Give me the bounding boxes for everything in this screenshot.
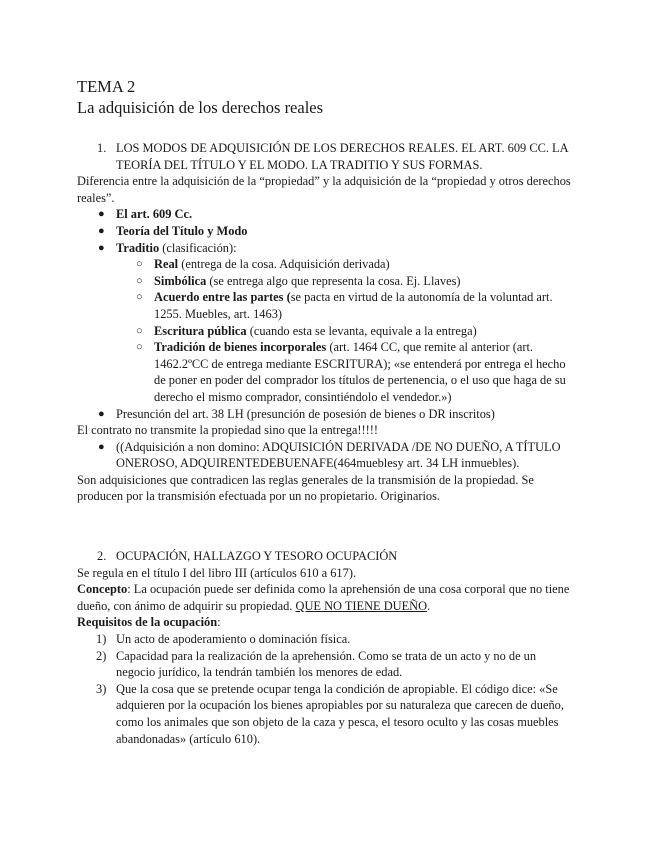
- bullet-circle-icon: ○: [136, 341, 143, 354]
- requisito-text: Un acto de apoderamiento o dominación física.: [116, 631, 351, 646]
- subbullet-real-rest: (entrega de la cosa. Adquisición derivada): [178, 257, 390, 272]
- tema-title: TEMA 2: [77, 77, 136, 96]
- section-2-heading-row: [77, 548, 577, 565]
- subbullet-escritura-label: Escritura pública: [154, 323, 247, 338]
- requisito-item: [77, 648, 577, 681]
- requisito-number: 2): [96, 648, 107, 663]
- section-1: [77, 140, 577, 505]
- requisitos-label: Requisitos de la ocupación: [77, 615, 218, 630]
- bullet-circle-icon: ○: [136, 258, 143, 271]
- bullet-art-609-text: El art. 609 Cc.: [116, 207, 193, 222]
- bullet-art-609: [77, 206, 577, 223]
- contrato-line: El contrato no transmite la propiedad sino que la entrega!!!!!: [77, 423, 379, 438]
- subbullet-real-label: Real: [154, 257, 179, 272]
- section-1-number: 1.: [97, 141, 107, 155]
- section-2-heading: OCUPACIÓN, HALLAZGO Y TESORO OCUPACIÓN: [116, 549, 398, 563]
- bullet-dot-icon: ●: [98, 440, 105, 453]
- concepto-end: .: [427, 598, 431, 613]
- bullet-traditio-label: Traditio: [116, 240, 160, 255]
- bullet-dot-icon: ●: [98, 407, 105, 420]
- subbullet-tradicion: [77, 339, 577, 405]
- requisito-item: [77, 631, 577, 648]
- bullet-adquisicion: [77, 439, 577, 472]
- concepto-paragraph: [77, 581, 577, 614]
- subbullet-acuerdo-rest: se pacta en virtud de la autonomía de la voluntad art. 1255. Muebles, art. 1463): [154, 290, 553, 321]
- requisito-text: Capacidad para la realización de la aprehensión. Como se trata de un acto y no de un negocio jurídico, la tendrán también los menores de edad.: [116, 648, 537, 680]
- bullet-circle-icon: ○: [136, 324, 143, 337]
- requisitos-heading: [77, 614, 577, 631]
- subbullet-simbolica-rest: (se entrega algo que representa la cosa. Ej. Llaves): [206, 273, 461, 288]
- concepto-label: Concepto: [77, 582, 128, 597]
- section-1-heading-row: [77, 140, 577, 173]
- bullet-dot-icon: ●: [98, 224, 105, 237]
- requisitos-colon: :: [217, 615, 221, 630]
- bullet-teoria: [77, 223, 577, 240]
- bullet-presuncion-text: Presunción del art. 38 LH (presunción de posesión de bienes o DR inscritos): [116, 406, 495, 421]
- subbullet-real: [77, 256, 577, 273]
- bullet-adquisicion-text: ((Adquisición a non domino: ADQUISICIÓN DERIVADA /DE NO DUEÑO, A TÍTULO ONEROSO, ADQUIRENTEDEBUENAFE(464mueblesy art. 34 LH inmuebles).: [116, 439, 561, 471]
- regula-line: Se regula en el título I del libro III (artículos 610 a 617).: [77, 565, 357, 580]
- subbullet-escritura: [77, 323, 577, 340]
- subbullet-simbolica-label: Simbólica: [154, 273, 207, 288]
- subbullet-simbolica: [77, 273, 577, 290]
- subbullet-escritura-rest: (cuando esta se levanta, equivale a la entrega): [246, 323, 477, 338]
- section-2-number: 2.: [97, 549, 107, 563]
- bullet-dot-icon: ●: [98, 208, 105, 221]
- subbullet-tradicion-rest: (art. 1464 CC, que remite al anterior (art. 1462.2ºCC de entrega mediante ESCRITURA); «se entenderá por entrega el hecho de poner en poder del comprador los títulos de pertenencia, o el uso que haga de su derecho el mismo comprador, consintiéndolo el vendedor.»): [154, 340, 566, 404]
- requisito-number: 1): [96, 631, 107, 646]
- requisito-item: [77, 681, 577, 747]
- section-1-intro: Diferencia entre la adquisición de la “propiedad” y la adquisición de la “propiedad y otros derechos reales”.: [77, 174, 571, 205]
- section-2: [77, 548, 577, 747]
- subbullet-acuerdo-label: Acuerdo entre las partes (: [154, 290, 291, 305]
- bullet-presuncion: [77, 406, 577, 423]
- bullet-circle-icon: ○: [136, 291, 143, 304]
- document-subtitle: La adquisición de los derechos reales: [77, 98, 324, 117]
- section-1-heading: LOS MODOS DE ADQUISICIÓN DE LOS DERECHOS REALES. EL ART. 609 CC. LA TEORÍA DEL TÍTULO Y EL MODO. LA TRADITIO Y SUS FORMAS.: [116, 141, 568, 172]
- subbullet-tradicion-label: Tradición de bienes incorporales: [154, 340, 327, 355]
- requisito-text: Que la cosa que se pretende ocupar tenga la condición de apropiable. El código dice: «Se adquieren por la ocupación los bienes apropiables por su naturaleza que carecen de dueño, como los animales que son objeto de la caza y pesca, el tesoro oculto y las cosas muebles abandonadas» (artículo 610).: [116, 681, 564, 746]
- bullet-traditio: [77, 240, 577, 257]
- bullet-teoria-text: Teoría del Título y Modo: [116, 223, 248, 238]
- subbullet-acuerdo: [77, 289, 577, 322]
- concepto-underline: QUE NO TIENE DUEÑO: [295, 598, 428, 613]
- requisito-number: 3): [96, 681, 107, 696]
- bullet-circle-icon: ○: [136, 274, 143, 287]
- concepto-text: : La ocupación puede ser definida como la aprehensión de una cosa corporal que no tiene dueño, con ánimo de adquirir su propiedad.: [77, 582, 570, 613]
- section-1-closing: Son adquisiciones que contradicen las reglas generales de la transmisión de la propiedad. Se producen por la transmisión efectuada por un no propietario. Originarios.: [77, 472, 534, 504]
- bullet-dot-icon: ●: [98, 241, 105, 254]
- bullet-traditio-rest: (clasificación):: [159, 240, 237, 255]
